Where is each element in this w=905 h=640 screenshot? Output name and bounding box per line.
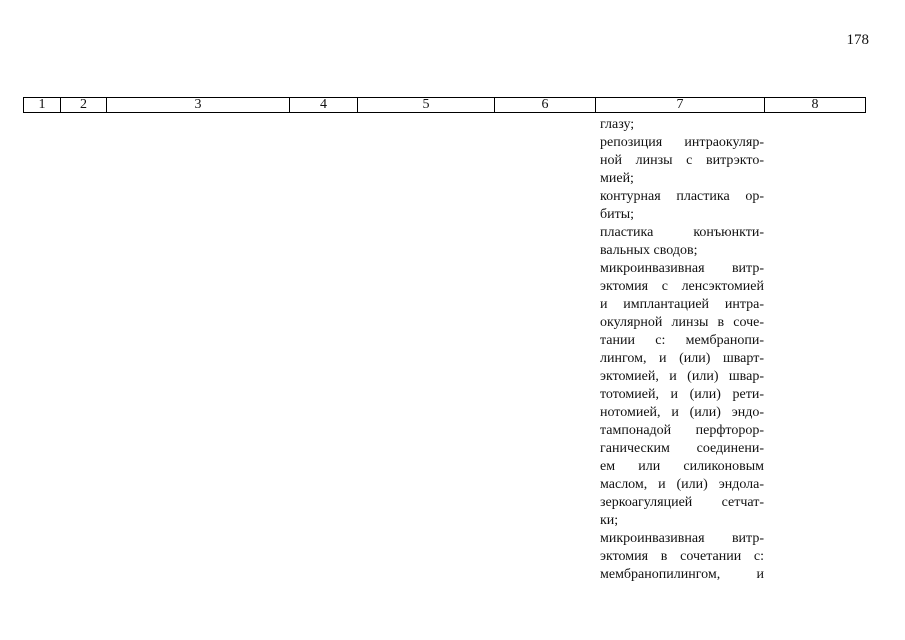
text-line: тании с: мембранопи- xyxy=(600,333,764,348)
column-header-5: 5 xyxy=(358,98,495,113)
column-header-3: 3 xyxy=(107,98,290,113)
column-header-1: 1 xyxy=(24,98,61,113)
text-line: ганическим соединени- xyxy=(600,441,764,456)
text-line: мией; xyxy=(600,171,634,186)
table-header xyxy=(23,97,866,113)
column-header-7: 7 xyxy=(596,98,765,113)
text-line: маслом, и (или) эндола- xyxy=(600,477,764,492)
text-line: нотомией, и (или) эндо- xyxy=(600,405,764,420)
column-header-2: 2 xyxy=(61,98,107,113)
text-line: эктомия в сочетании с: xyxy=(600,549,764,564)
text-line: микроинвазивная витр- xyxy=(600,531,764,546)
text-line: лингом, и (или) шварт- xyxy=(600,351,764,366)
text-line: окулярной линзы в соче- xyxy=(600,315,764,330)
text-line: тампонадой перфторор- xyxy=(600,423,764,438)
text-line: репозиция интраокуляр- xyxy=(600,135,764,150)
text-line: зеркоагуляцией сетчат- xyxy=(600,495,764,510)
text-line: контурная пластика ор- xyxy=(600,189,764,204)
text-line: мембранопилингом, и xyxy=(600,567,764,582)
text-line: глазу; xyxy=(600,117,635,132)
text-line: биты; xyxy=(600,207,635,222)
text-line: ной линзы с витрэкто- xyxy=(600,153,764,168)
page-number: 178 xyxy=(846,32,869,48)
text-line: пластика конъюнкти- xyxy=(600,225,764,240)
column-header-8: 8 xyxy=(765,98,866,113)
text-line: ки; xyxy=(600,513,619,528)
text-line: и имплантацией интра- xyxy=(600,297,764,312)
text-line: эктомия с ленсэктомией xyxy=(600,279,764,294)
column-header-6: 6 xyxy=(495,98,596,113)
text-line: микроинвазивная витр- xyxy=(600,261,764,276)
text-line: эктомией, и (или) швар- xyxy=(600,369,764,384)
column-7-text xyxy=(600,116,764,584)
text-line: ем или силиконовым xyxy=(600,459,764,474)
text-line: вальных сводов; xyxy=(600,243,698,258)
text-line: тотомией, и (или) рети- xyxy=(600,387,764,402)
column-header-4: 4 xyxy=(290,98,358,113)
